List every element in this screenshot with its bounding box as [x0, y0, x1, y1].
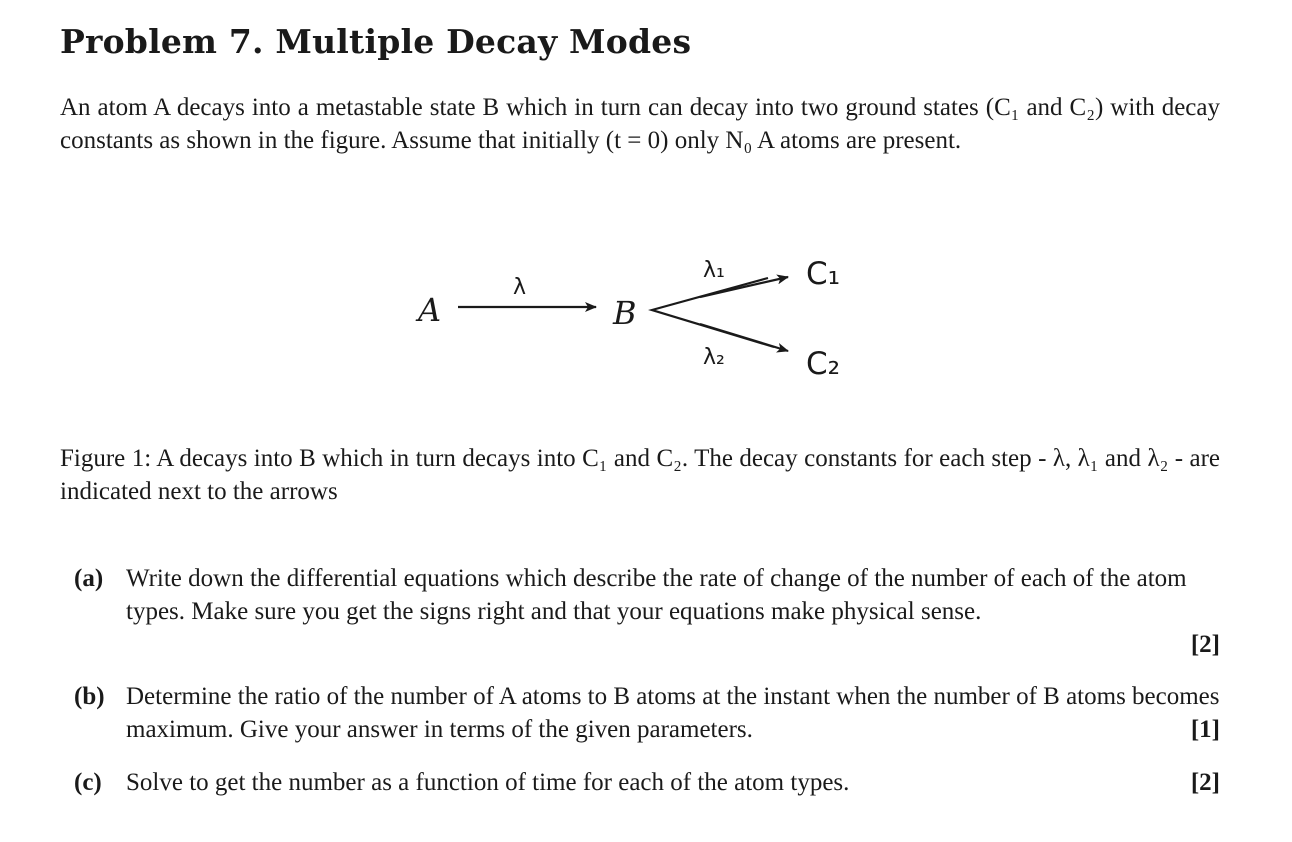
question-marks: [1] — [1190, 716, 1220, 743]
decay-diagram — [400, 240, 860, 390]
question-a — [60, 563, 1220, 663]
question-text: Solve to get the number as a function of time for each of the atom types. — [126, 769, 850, 796]
question-text: Determine the ratio of the number of A atoms to B atoms at the instant when the number of B atoms becomes maximum. Give your answer in terms of the given parameters. — [126, 683, 1220, 743]
question-marks: [2] — [1190, 631, 1220, 658]
question-label: (a) — [74, 565, 104, 592]
node-a-label: A — [418, 291, 442, 329]
node-b-label: B — [613, 294, 637, 332]
lambda1-label: λ₁ — [703, 258, 725, 283]
node-c2-label: C₂ — [806, 346, 841, 382]
question-label: (b) — [74, 683, 105, 710]
problem-intro: An atom A decays into a metastable state B which in turn can decay into two ground states (C₁ and C₂) with decay constants as shown in the figure. Assume that initially (t = 0) only N₀ A atoms are present. — [60, 94, 1220, 154]
lambda2-label: λ₂ — [703, 345, 725, 370]
problem-title: Problem 7. Multiple Decay Modes — [60, 22, 692, 61]
question-b — [60, 681, 1220, 751]
figure-caption: Figure 1: A decays into B which in turn decays into C₁ and C₂. The decay constants for each step - λ, λ₁ and λ₂ - are indicated next to the arrows — [60, 445, 1220, 505]
question-c — [60, 767, 1220, 802]
question-text: Write down the differential equations which describe the rate of change of the number of each of the atom types. Make sure you get the signs right and that your equations make physical sense. — [126, 565, 1187, 625]
node-c1-label: C₁ — [806, 256, 841, 292]
question-label: (c) — [74, 769, 102, 796]
branch-vertex — [652, 278, 774, 347]
question-marks: [2] — [1190, 769, 1220, 796]
lambda-label: λ — [513, 275, 527, 300]
